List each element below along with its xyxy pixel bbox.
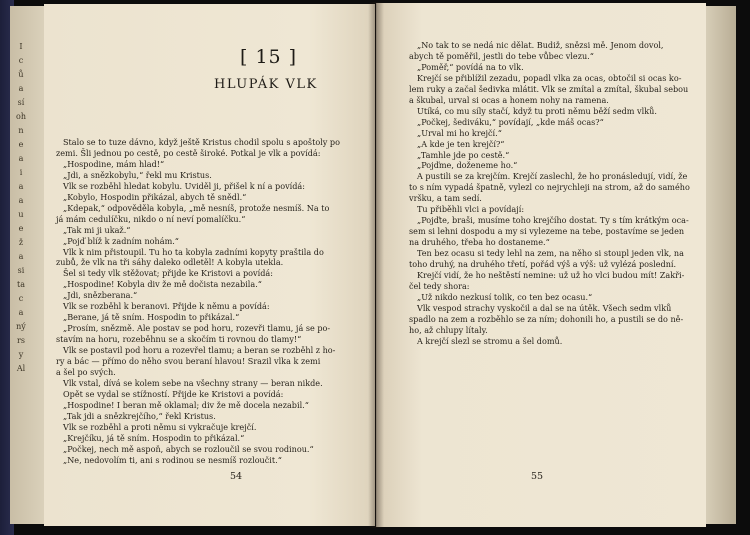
- text-line: „Jdi, a snězkobylu,“ řekl mu Kristus.: [63, 169, 212, 180]
- page-number-left: 54: [230, 471, 243, 482]
- text-line: Ten bez ocasu si tedy lehl na zem, na něho si stoupl jeden vlk, na: [417, 248, 684, 259]
- text-line: zubů, že vlk na tři sáhy daleko odletěl! A kobyla utekla.: [56, 257, 284, 268]
- text-line: „Ne, nedovolím ti, ani s rodinou se nesmíš rozloučit.“: [63, 454, 282, 465]
- chapter-number: [ 15 ]: [240, 46, 298, 68]
- text-line: Šel si tedy vlk stěžovat; přijde ke Kristovi a povídá:: [63, 268, 273, 279]
- text-line: „Hospodine! Kobyla div že mě dočista nezabila.“: [63, 279, 262, 290]
- text-line: A krejčí slezl se stromu a šel domů.: [417, 335, 563, 346]
- text-line: „Jdi, snězberana.“: [63, 290, 138, 301]
- text-line: Tu přiběhli vlci a povídají:: [417, 204, 525, 215]
- edge-letter: Al: [16, 364, 26, 373]
- text-line: Krejčí vidí, že ho neštěstí nemine: už už ho vlci budou mít! Zakři-: [417, 269, 685, 280]
- text-line: „Už nikdo nezkusí tolik, co ten bez ocasu.“: [417, 291, 593, 302]
- text-line: Opět se vydal se stížností. Přijde ke Kristovi a povídá:: [63, 388, 284, 399]
- text-line: „Hospodine! I beran mě oklamal; div že mě docela nezabil.“: [63, 399, 309, 410]
- edge-letter: a: [18, 154, 24, 163]
- text-line: a šel po svých.: [56, 366, 116, 377]
- edge-letter: i: [19, 168, 23, 177]
- text-line: zemi. Šli jednou po cestě, po cestě široké. Potkal je vlk a povídá:: [56, 147, 321, 158]
- text-line: „Tamhle jde po cestě.“: [417, 149, 510, 160]
- text-line: spadlo na zem a rozběhlo se za ním; dohonili ho, a pustili se do ně-: [409, 313, 684, 324]
- edge-letter: ný: [16, 322, 26, 331]
- text-line: „Berane, já tě sním. Hospodin to přikázal.“: [63, 312, 240, 323]
- edge-letter: sí: [17, 98, 25, 107]
- text-line: Stalo se to tuze dávno, když ještě Kristus chodil spolu s apoštoly po: [63, 137, 340, 147]
- text-line: Vlk se rozběhl hledat kobylu. Uviděl ji, přišel k ní a povídá:: [63, 180, 305, 191]
- text-line: „Krejčíku, já tě sním. Hospodin to přikázal.“: [63, 432, 245, 443]
- text-line: Vlk se postavil pod horu a rozevřel tlamu; a beran se rozběhl z ho-: [63, 345, 336, 356]
- text-line: „A kde je ten krejčí?“: [417, 138, 505, 149]
- text-line: „Tak jdi a snězkrejčího,“ řekl Kristus.: [63, 410, 216, 421]
- edge-letter: c: [18, 56, 24, 65]
- right-page: [376, 3, 706, 527]
- text-line: Vlk vstal, dívá se kolem sebe na všechny strany — beran nikde.: [63, 377, 323, 388]
- text-line: Vlk vespod strachy vyskočil a dal se na útěk. Všech sedm vlků: [417, 302, 672, 313]
- text-line: „Počkej, šediváku,“ povídají, „kde máš ocas?“: [417, 116, 604, 127]
- edge-letter: ů: [18, 70, 24, 79]
- book-gutter: [368, 2, 384, 528]
- edge-letter: ž: [18, 238, 24, 247]
- edge-letter: e: [18, 140, 24, 149]
- text-line: „Tak mi ji ukaž.“: [63, 224, 131, 235]
- text-line: „Počkej, nech mě aspoň, abych se rozloučil se svou rodinou.“: [63, 443, 314, 454]
- edge-letter: ta: [17, 280, 25, 289]
- edge-letter: I: [19, 42, 23, 51]
- edge-letter: a: [18, 308, 24, 317]
- text-line: čel tedy shora:: [409, 280, 470, 291]
- text-line: abych tě poměřil, jestli do tebe vůbec vlezu.“: [409, 50, 594, 61]
- text-line: „Kdepak,“ odpověděla kobyla, „mě nesníš, protože nesmíš. Na to: [63, 202, 330, 213]
- edge-letter: n: [18, 126, 24, 135]
- text-line: „Pojďte, braši, musíme toho krejčího dostat. Ty s tím krátkým oca-: [417, 215, 689, 226]
- page-number-right: 55: [531, 471, 544, 482]
- text-line: A pustili se za krejčím. Krejčí zaslechl, že ho pronásledují, vidí, že: [417, 171, 688, 182]
- edge-letter: rs: [17, 336, 25, 345]
- text-line: Krejčí se přiblížil zezadu, popadl vlka za ocas, obtočil si ocas ko-: [417, 72, 682, 83]
- edge-letter: c: [18, 294, 24, 303]
- text-line: „Poměř,“ povídá na to vlk.: [417, 61, 524, 72]
- text-line: Vlk k nim přistoupil. Tu ho ta kobyla zadními kopyty praštila do: [63, 246, 324, 257]
- text-line: stavím na horu, rozeběhnu se a skočím ti rovnou do tlamy!“: [56, 334, 302, 345]
- left-page: [44, 4, 375, 526]
- edge-letter: a: [18, 196, 24, 205]
- edge-letter: a: [18, 252, 24, 261]
- edge-letter: si: [17, 266, 25, 275]
- underlying-page-edge-text: [14, 40, 28, 376]
- edge-letter: y: [18, 350, 24, 359]
- text-line: na druhého, třeba ho dostaneme.“: [409, 237, 550, 248]
- text-line: toho druhý, na druhého třetí, pořád výš a výš: už vylézá poslední.: [409, 259, 677, 269]
- text-line: Utíká, co mu síly stačí, když tu proti němu běží sedm vlků.: [417, 105, 657, 116]
- edge-letter: a: [18, 182, 24, 191]
- edge-letter: oh: [16, 112, 26, 121]
- text-line: „Kobylo, Hospodin přikázal, abych tě snědl.“: [63, 191, 247, 202]
- text-line: a škubal, urval si ocas a honem nohy na ramena.: [409, 94, 609, 105]
- text-line: ry a bác — přímo do něho svou beraní hlavou! Srazil vlka k zemi: [56, 356, 321, 366]
- text-line: Vlk se rozběhl a proti němu si vykračuje krejčí.: [63, 421, 257, 432]
- text-line: sem si lehni dospodu a my si vylezeme na tebe, postavíme se jeden: [409, 226, 685, 237]
- edge-letter: e: [18, 224, 24, 233]
- text-line: „Pojďme, doženeme ho.“: [417, 160, 518, 171]
- text-line: to s ním vypadá špatně, vylezl co nejrychleji na strom, až do samého: [409, 182, 690, 193]
- text-line: „Pojď blíž k zadním nohám.“: [63, 235, 179, 246]
- text-line: Vlk se rozběhl k beranovi. Přijde k němu a povídá:: [63, 301, 270, 312]
- edge-letter: a: [18, 84, 24, 93]
- edge-letter: u: [18, 210, 24, 219]
- text-line: „Prosím, snězmě. Ale postav se pod horu, rozevři tlamu, já se po-: [63, 323, 331, 334]
- text-line: já mám cedulíčku, nikdo o ní neví pomalíčku.“: [56, 213, 246, 224]
- text-line: „Urval mi ho krejčí.“: [417, 127, 502, 138]
- chapter-title: HLUPÁK VLK: [214, 77, 318, 92]
- text-line: „Hospodine, mám hlad!“: [63, 158, 165, 169]
- text-line: lem ruky a začal šedivka mlátit. Vlk se zmítal a zmítal, škubal sebou: [409, 83, 689, 94]
- text-line: „No tak to se nedá nic dělat. Budiž, snězsi mě. Jenom dovol,: [417, 40, 664, 50]
- text-line: ho, až chlupy lítaly.: [409, 324, 488, 335]
- text-line: vršku, a tam sedí.: [409, 193, 482, 204]
